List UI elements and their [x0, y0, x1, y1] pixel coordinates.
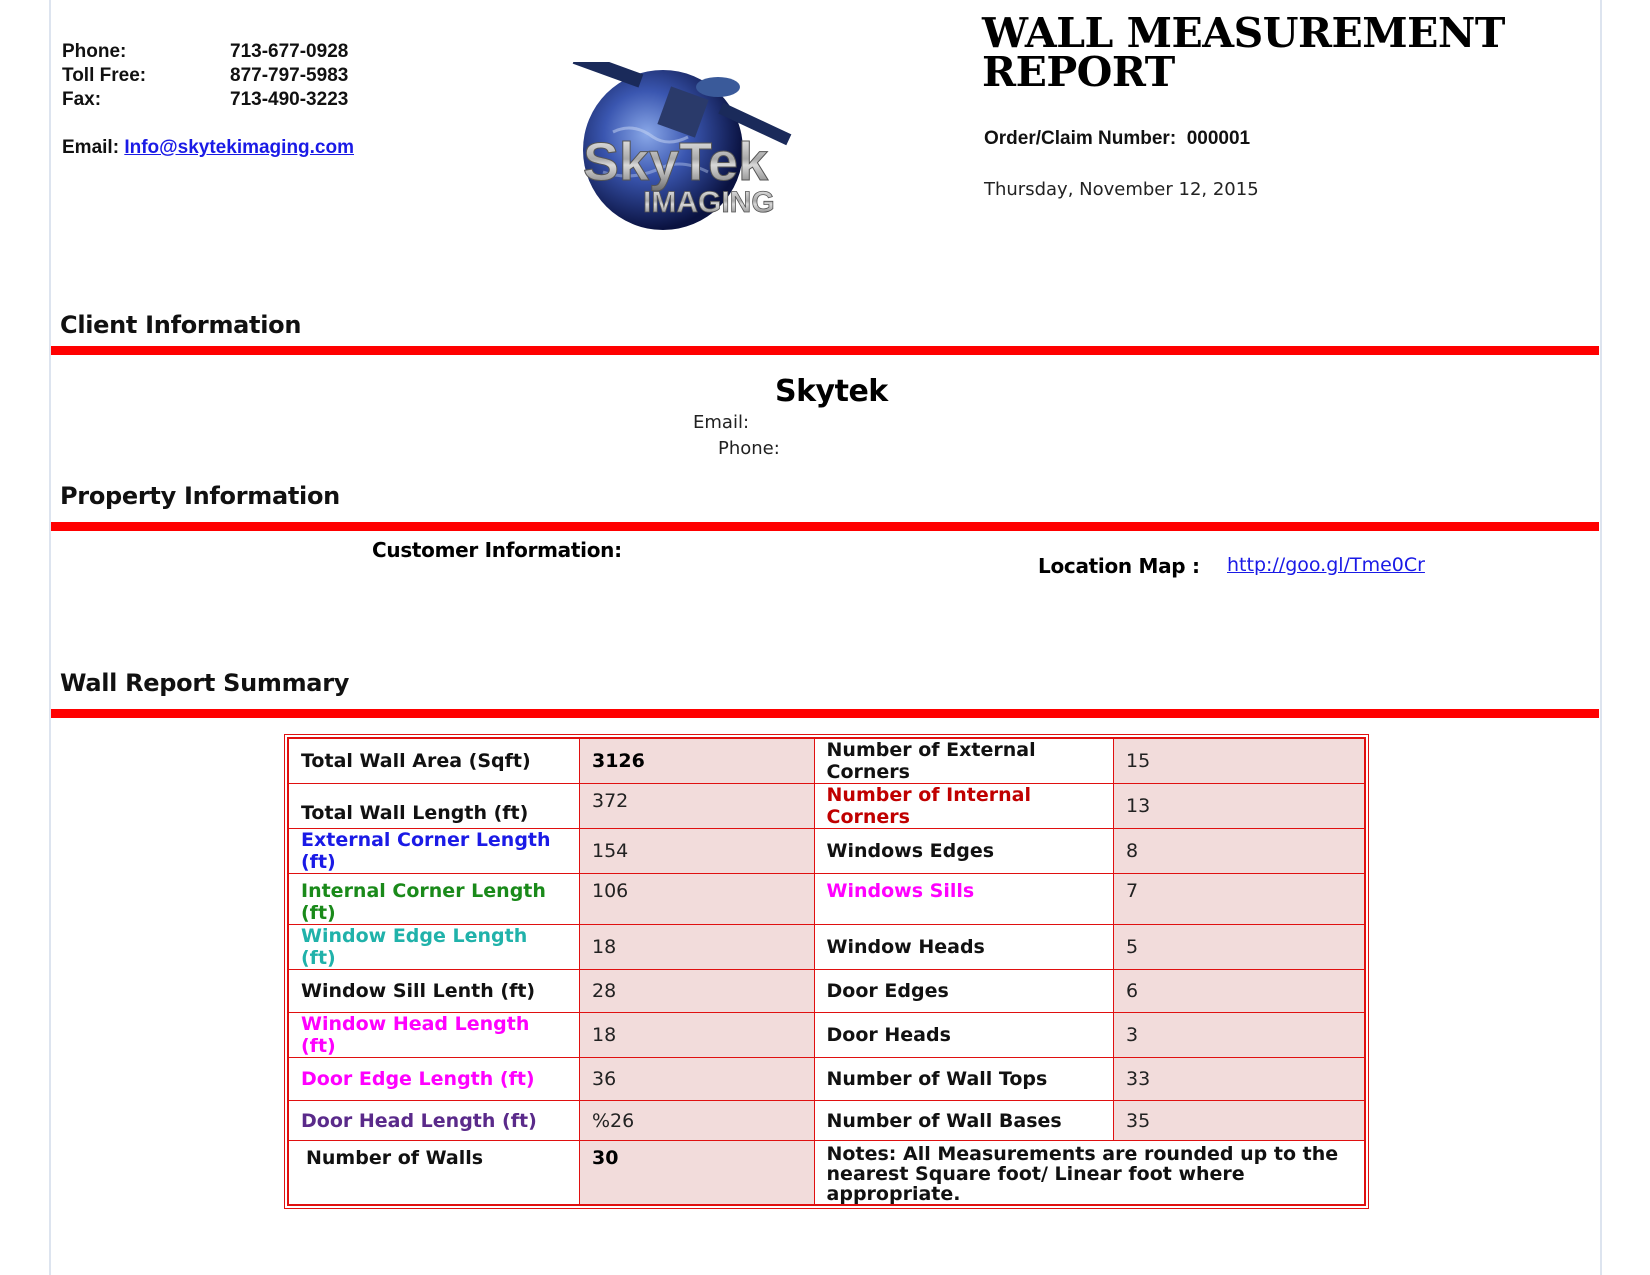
contact-block — [62, 40, 354, 160]
table-row — [288, 874, 1365, 925]
notes-text: All Measurements are rounded up to the nearest Square foot/ Linear foot where appropriate. — [826, 1143, 1339, 1205]
table-row — [288, 829, 1365, 874]
windows-edges-value: 8 — [1114, 829, 1365, 874]
number-of-walls-value: 30 — [579, 1141, 814, 1206]
svg-text:SkyTek: SkyTek — [583, 132, 769, 192]
section-divider — [51, 522, 1599, 531]
table-row — [288, 738, 1365, 784]
order-label: Order/Claim Number: — [984, 128, 1177, 149]
number-of-walls-label: Number of Walls — [288, 1141, 579, 1206]
order-claim-number — [984, 128, 1250, 150]
contact-value: 877-797-5983 — [230, 65, 349, 86]
door-heads-label: Door Heads — [814, 1013, 1114, 1058]
report-date: Thursday, November 12, 2015 — [984, 179, 1259, 200]
internal-corners-count-value: 13 — [1114, 784, 1365, 829]
wall-bases-label: Number of Wall Bases — [814, 1101, 1114, 1141]
globe-satellite-icon — [553, 62, 843, 232]
skytek-logo — [553, 62, 843, 232]
external-corners-count-value: 15 — [1114, 738, 1365, 784]
total-wall-area-value: 3126 — [579, 738, 814, 784]
window-sill-length-label: Window Sill Lenth (ft) — [288, 970, 579, 1013]
window-heads-label: Window Heads — [814, 925, 1114, 970]
table-row — [288, 1058, 1365, 1101]
section-divider — [51, 346, 1599, 355]
page-border-right — [1600, 0, 1602, 1275]
windows-edges-label: Windows Edges — [814, 829, 1114, 874]
window-sill-length-value: 28 — [579, 970, 814, 1013]
client-name: Skytek — [775, 374, 888, 409]
contact-fax-row — [62, 88, 354, 112]
external-corners-count-label: Number of External Corners — [814, 738, 1114, 784]
notes-cell — [814, 1141, 1365, 1206]
section-title-summary: Wall Report Summary — [60, 669, 350, 697]
contact-label: Toll Free: — [62, 65, 147, 86]
title-line-1: WALL MEASUREMENT — [982, 9, 1505, 57]
contact-value: 713-490-3223 — [230, 89, 349, 110]
location-map-link[interactable]: http://goo.gl/Tme0Cr — [1227, 554, 1425, 576]
internal-corners-count-label: Number of Internal Corners — [814, 784, 1114, 829]
table-row — [288, 970, 1365, 1013]
door-edges-label: Door Edges — [814, 970, 1114, 1013]
contact-label: Fax: — [62, 89, 102, 110]
section-title-client: Client Information — [60, 311, 302, 339]
contact-value: 713-677-0928 — [230, 41, 349, 62]
total-wall-length-label: Total Wall Length (ft) — [288, 784, 579, 829]
contact-email-row — [62, 136, 354, 160]
table-row — [288, 1101, 1365, 1141]
contact-tollfree-row — [62, 64, 354, 88]
wall-tops-label: Number of Wall Tops — [814, 1058, 1114, 1101]
windows-sills-value: 7 — [1114, 874, 1365, 925]
external-corner-length-label: External Corner Length (ft) — [288, 829, 579, 874]
table-row — [288, 1013, 1365, 1058]
contact-label: Phone: — [62, 41, 127, 62]
door-head-length-label: Door Head Length (ft) — [288, 1101, 579, 1141]
wall-bases-value: 35 — [1114, 1101, 1365, 1141]
table-row — [288, 784, 1365, 829]
external-corner-length-value: 154 — [579, 829, 814, 874]
location-map-label: Location Map : — [1038, 554, 1200, 578]
table-row — [288, 925, 1365, 970]
door-edge-length-value: 36 — [579, 1058, 814, 1101]
order-value: 000001 — [1186, 128, 1251, 149]
contact-phone-row — [62, 40, 354, 64]
total-wall-area-label: Total Wall Area (Sqft) — [288, 738, 579, 784]
table-row — [288, 1141, 1365, 1206]
client-phone-label: Phone: — [718, 438, 780, 459]
section-title-property: Property Information — [60, 482, 340, 510]
page-border-left — [49, 0, 51, 1275]
email-link[interactable]: Info@skytekimaging.com — [124, 137, 355, 158]
report-title — [982, 9, 1505, 96]
internal-corner-length-value: 106 — [579, 874, 814, 925]
window-edge-length-label: Window Edge Length (ft) — [288, 925, 579, 970]
door-edge-length-label: Door Edge Length (ft) — [288, 1058, 579, 1101]
client-email-label: Email: — [693, 412, 750, 433]
section-divider — [51, 709, 1599, 718]
svg-text:IMAGING: IMAGING — [643, 186, 775, 219]
notes-label: Notes: — [826, 1143, 897, 1165]
windows-sills-label: Windows Sills — [814, 874, 1114, 925]
door-heads-value: 3 — [1114, 1013, 1365, 1058]
email-label: Email: — [62, 137, 120, 158]
window-head-length-value: 18 — [579, 1013, 814, 1058]
wall-summary-table — [287, 737, 1366, 1206]
internal-corner-length-label: Internal Corner Length (ft) — [288, 874, 579, 925]
customer-information-label: Customer Information: — [372, 538, 622, 562]
door-edges-value: 6 — [1114, 970, 1365, 1013]
wall-tops-value: 33 — [1114, 1058, 1365, 1101]
total-wall-length-value: 372 — [579, 784, 814, 829]
window-head-length-label: Window Head Length (ft) — [288, 1013, 579, 1058]
title-line-2: REPORT — [982, 48, 1175, 96]
window-edge-length-value: 18 — [579, 925, 814, 970]
door-head-length-value: %26 — [579, 1101, 814, 1141]
window-heads-value: 5 — [1114, 925, 1365, 970]
